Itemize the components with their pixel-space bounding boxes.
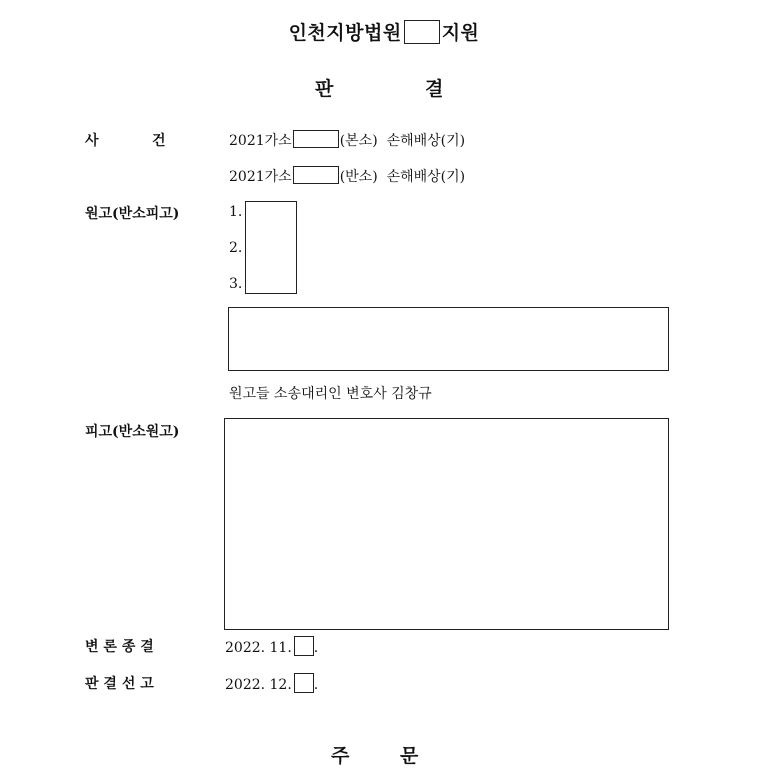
defendant-label: 피고(반소원고) [85, 424, 180, 440]
redacted-plaintiff-address [228, 307, 669, 371]
redacted-day [294, 673, 314, 693]
closing-date-label [85, 636, 154, 656]
judgment-date-label [85, 673, 154, 693]
date-end: . [313, 677, 319, 693]
label-char: 판 [85, 676, 99, 692]
label-char: 선 [121, 676, 136, 692]
case-number-main [229, 130, 465, 150]
court-name [0, 18, 768, 45]
doc-title-char-2: 결 [425, 78, 444, 100]
court-name-prefix: 인천지방법원 [288, 22, 402, 44]
redacted-defendant-info [224, 418, 669, 630]
case-name: 손해배상(기) [386, 169, 466, 185]
label-char: 종 [121, 639, 136, 655]
date-text: 2022. 12. [225, 677, 292, 693]
label-char: 결 [103, 676, 117, 692]
plaintiff-number-1: 1. [229, 204, 243, 220]
redacted-plaintiff-names [245, 201, 297, 294]
label-char: 고 [140, 676, 154, 692]
section-title-char-1: 주 [331, 745, 350, 767]
plaintiff-number-2: 2. [229, 240, 243, 256]
plaintiff-label: 원고(반소피고) [85, 206, 180, 222]
court-name-suffix: 지원 [441, 22, 480, 44]
case-number-counter [229, 166, 465, 186]
case-name: 손해배상(기) [386, 133, 466, 149]
section-title-char-2: 문 [400, 745, 419, 767]
date-end: . [313, 640, 319, 656]
plaintiff-number-3: 3. [229, 276, 243, 292]
plaintiff-counsel: 원고들 소송대리인 변호사 김창규 [229, 386, 432, 402]
redacted-case-number [293, 130, 339, 148]
case-type: (반소) [339, 169, 378, 185]
case-prefix: 2021가소 [229, 133, 292, 149]
redacted-case-number [293, 166, 339, 184]
case-prefix: 2021가소 [229, 169, 292, 185]
closing-date-value [225, 636, 318, 656]
case-type: (본소) [339, 133, 378, 149]
redacted-day [294, 636, 314, 656]
case-label-char-1: 사 [85, 133, 99, 149]
doc-title-char-1: 판 [315, 78, 334, 100]
redacted-branch-name [404, 20, 440, 44]
case-label-char-2: 건 [152, 133, 166, 149]
label-char: 변 [85, 639, 99, 655]
label-char: 론 [103, 639, 117, 655]
date-text: 2022. 11. [225, 640, 292, 656]
judgment-date-value [225, 673, 318, 693]
label-char: 결 [140, 639, 154, 655]
